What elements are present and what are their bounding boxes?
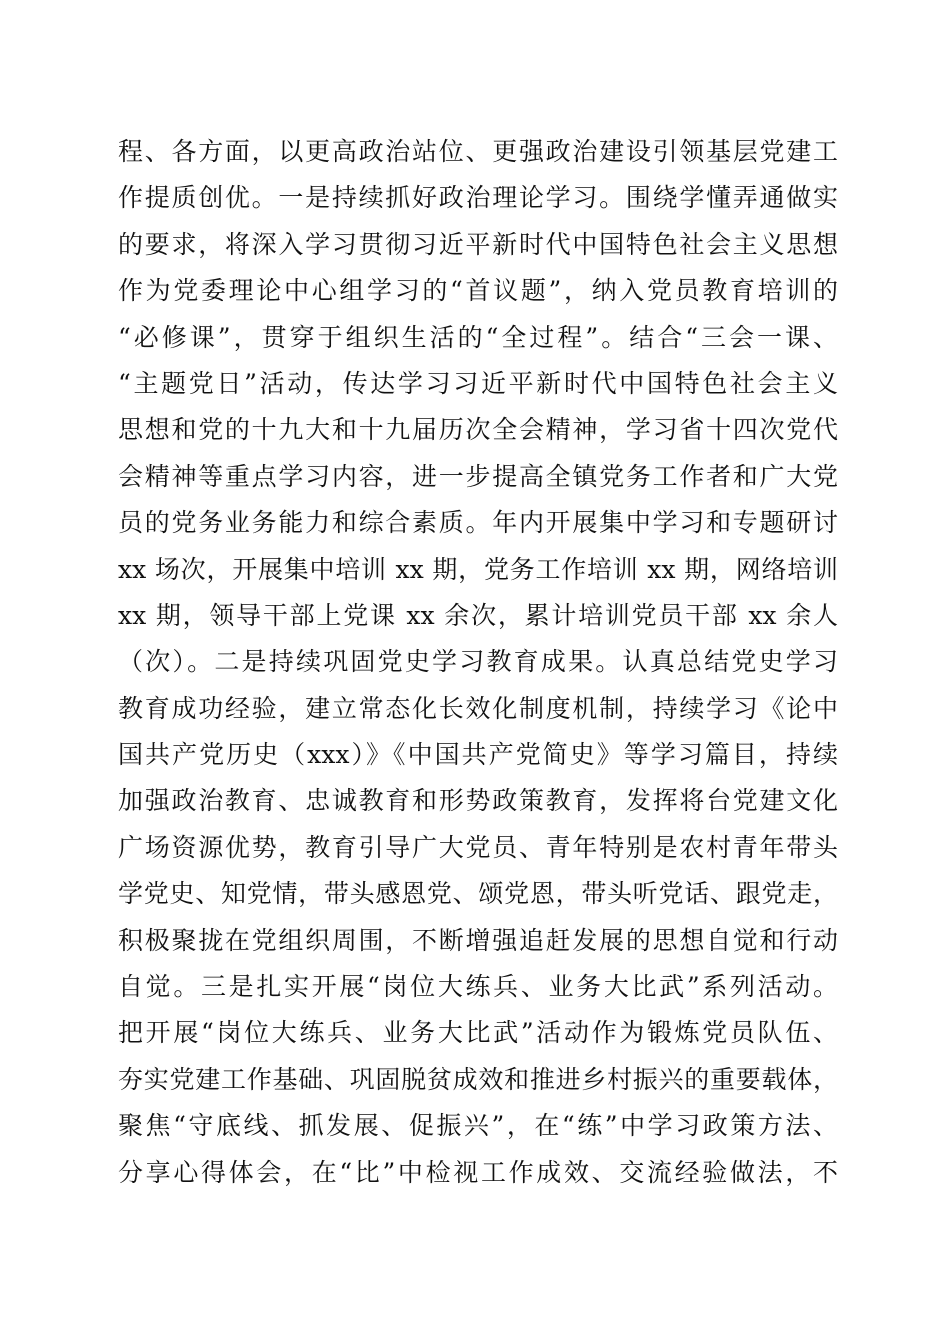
text-line: 作为党委理论中心组学习的“首议题”，纳入党员教育培训的 bbox=[118, 276, 838, 306]
text-line: 的要求，将深入学习贯彻习近平新时代中国特色社会主义思想 bbox=[118, 229, 838, 259]
text-line: 自觉。三是扎实开展“岗位大练兵、业务大比武”系列活动。 bbox=[118, 972, 838, 1002]
text-line: “主题党日”活动，传达学习习近平新时代中国特色社会主义 bbox=[118, 368, 838, 398]
text-line: 聚焦“守底线、抓发展、促振兴”，在“练”中学习政策方法、 bbox=[118, 1111, 838, 1141]
text-line: “必修课”，贯穿于组织生活的“全过程”。结合“三会一课、 bbox=[118, 322, 838, 352]
text-line: 思想和党的十九大和十九届历次全会精神，学习省十四次党代 bbox=[118, 415, 838, 445]
text-line: （次）。二是持续巩固党史学习教育成果。认真总结党史学习 bbox=[118, 647, 838, 677]
text-line: 分享心得体会，在“比”中检视工作成效、交流经验做法，不 bbox=[118, 1157, 838, 1187]
text-line: 夯实党建工作基础、巩固脱贫成效和推进乡村振兴的重要载体， bbox=[118, 1064, 838, 1094]
text-line: 积极聚拢在党组织周围，不断增强追赶发展的思想自觉和行动 bbox=[118, 925, 838, 955]
text-line: 学党史、知党情，带头感恩党、颂党恩，带头听党话、跟党走， bbox=[118, 879, 838, 909]
text-line: 作提质创优。一是持续抓好政治理论学习。围绕学懂弄通做实 bbox=[118, 183, 838, 213]
text-line: 会精神等重点学习内容，进一步提高全镇党务工作者和广大党 bbox=[118, 461, 838, 491]
text-line: 国共产党历史（xxx）》《中国共产党简史》等学习篇目，持续 bbox=[118, 740, 838, 770]
body-paragraph bbox=[118, 129, 838, 1196]
text-line: xx 场次，开展集中培训 xx 期，党务工作培训 xx 期，网络培训 bbox=[118, 554, 838, 584]
text-line: 把开展“岗位大练兵、业务大比武”活动作为锻炼党员队伍、 bbox=[118, 1018, 838, 1048]
text-line: 员的党务业务能力和综合素质。年内开展集中学习和专题研讨 bbox=[118, 508, 838, 538]
text-line: 广场资源优势，教育引导广大党员、青年特别是农村青年带头 bbox=[118, 832, 838, 862]
text-line: 加强政治教育、忠诚教育和形势政策教育，发挥将台党建文化 bbox=[118, 786, 838, 816]
text-line: 教育成功经验，建立常态化长效化制度机制，持续学习《论中 bbox=[118, 693, 838, 723]
text-line: xx 期，领导干部上党课 xx 余次，累计培训党员干部 xx 余人 bbox=[118, 600, 838, 630]
text-line: 程、各方面，以更高政治站位、更强政治建设引领基层党建工 bbox=[118, 137, 838, 166]
